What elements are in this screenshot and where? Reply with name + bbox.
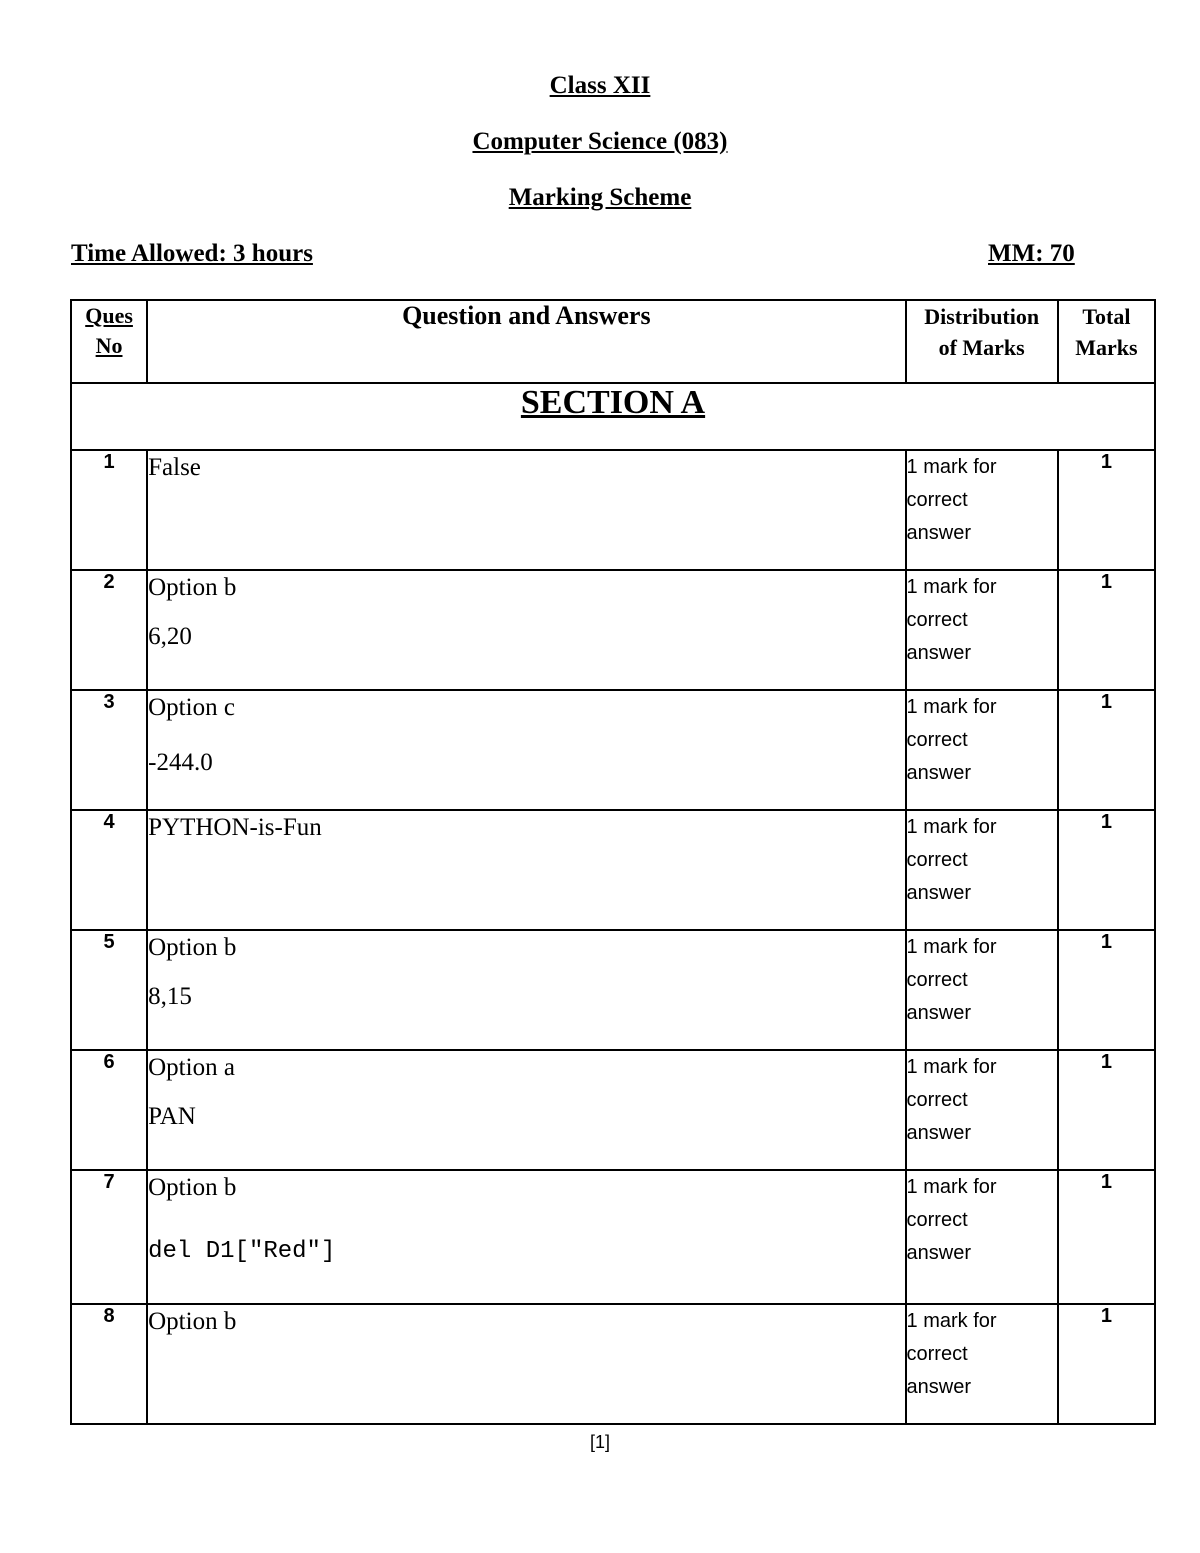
distribution-cell: 1 mark for correct answer	[906, 1170, 1058, 1304]
distribution-cell: 1 mark for correct answer	[906, 570, 1058, 690]
table-row	[71, 930, 1155, 1050]
question-number: 1	[71, 450, 147, 570]
scheme-title: Marking Scheme	[508, 184, 692, 211]
answer-value: 6,20	[148, 623, 192, 650]
question-number: 6	[71, 1050, 147, 1170]
header-ques-no: Ques No	[71, 300, 147, 383]
table-header-row	[71, 300, 1155, 383]
answer-line: Option b	[148, 574, 237, 601]
answer-cell	[147, 1170, 905, 1304]
question-number: 3	[71, 690, 147, 810]
total-marks: 1	[1058, 450, 1155, 570]
answer-line: Option a	[148, 1054, 235, 1081]
table-row	[71, 570, 1155, 690]
answer-cell	[147, 570, 905, 690]
total-marks: 1	[1058, 810, 1155, 930]
table-row	[71, 450, 1155, 570]
section-row	[71, 383, 1155, 450]
max-marks: MM: 70	[988, 240, 1075, 267]
table-row	[71, 810, 1155, 930]
class-title: Class XII	[549, 72, 651, 99]
table-row	[71, 690, 1155, 810]
question-number: 7	[71, 1170, 147, 1304]
answer-line: PYTHON-is-Fun	[148, 814, 322, 841]
total-marks: 1	[1058, 690, 1155, 810]
answer-value: PAN	[148, 1103, 196, 1130]
answer-value: -244.0	[148, 749, 213, 776]
page-number: [1]	[589, 1432, 610, 1452]
distribution-cell: 1 mark for correct answer	[906, 930, 1058, 1050]
distribution-cell: 1 mark for correct answer	[906, 1050, 1058, 1170]
distribution-cell: 1 mark for correct answer	[906, 1304, 1058, 1424]
question-number: 2	[71, 570, 147, 690]
answer-value: 8,15	[148, 983, 192, 1010]
table-row	[71, 1170, 1155, 1304]
subject-title: Computer Science (083)	[472, 128, 728, 155]
answer-code: del D1["Red"]	[148, 1238, 336, 1265]
answer-line: Option c	[148, 694, 235, 721]
marking-scheme-table	[70, 299, 1156, 1425]
total-marks: 1	[1058, 930, 1155, 1050]
answer-cell	[147, 1050, 905, 1170]
answer-cell	[147, 690, 905, 810]
header-total-marks: Total Marks	[1058, 300, 1155, 383]
answer-line: Option b	[148, 934, 237, 961]
total-marks: 1	[1058, 1170, 1155, 1304]
time-allowed: Time Allowed: 3 hours	[71, 240, 313, 267]
section-title: SECTION A	[71, 383, 1155, 450]
distribution-cell: 1 mark for correct answer	[906, 690, 1058, 810]
total-marks: 1	[1058, 1304, 1155, 1424]
question-number: 5	[71, 930, 147, 1050]
header-distribution: Distribution of Marks	[906, 300, 1058, 383]
table-row	[71, 1050, 1155, 1170]
question-number: 8	[71, 1304, 147, 1424]
total-marks: 1	[1058, 1050, 1155, 1170]
table-row	[71, 1304, 1155, 1424]
header-question-answers: Question and Answers	[147, 300, 905, 383]
total-marks: 1	[1058, 570, 1155, 690]
answer-line: Option b	[148, 1174, 237, 1201]
answer-cell	[147, 1304, 905, 1424]
answer-cell	[147, 450, 905, 570]
answer-cell	[147, 930, 905, 1050]
distribution-cell: 1 mark for correct answer	[906, 450, 1058, 570]
answer-cell	[147, 810, 905, 930]
answer-line: Option b	[148, 1308, 237, 1335]
question-number: 4	[71, 810, 147, 930]
answer-line: False	[148, 454, 201, 481]
distribution-cell: 1 mark for correct answer	[906, 810, 1058, 930]
